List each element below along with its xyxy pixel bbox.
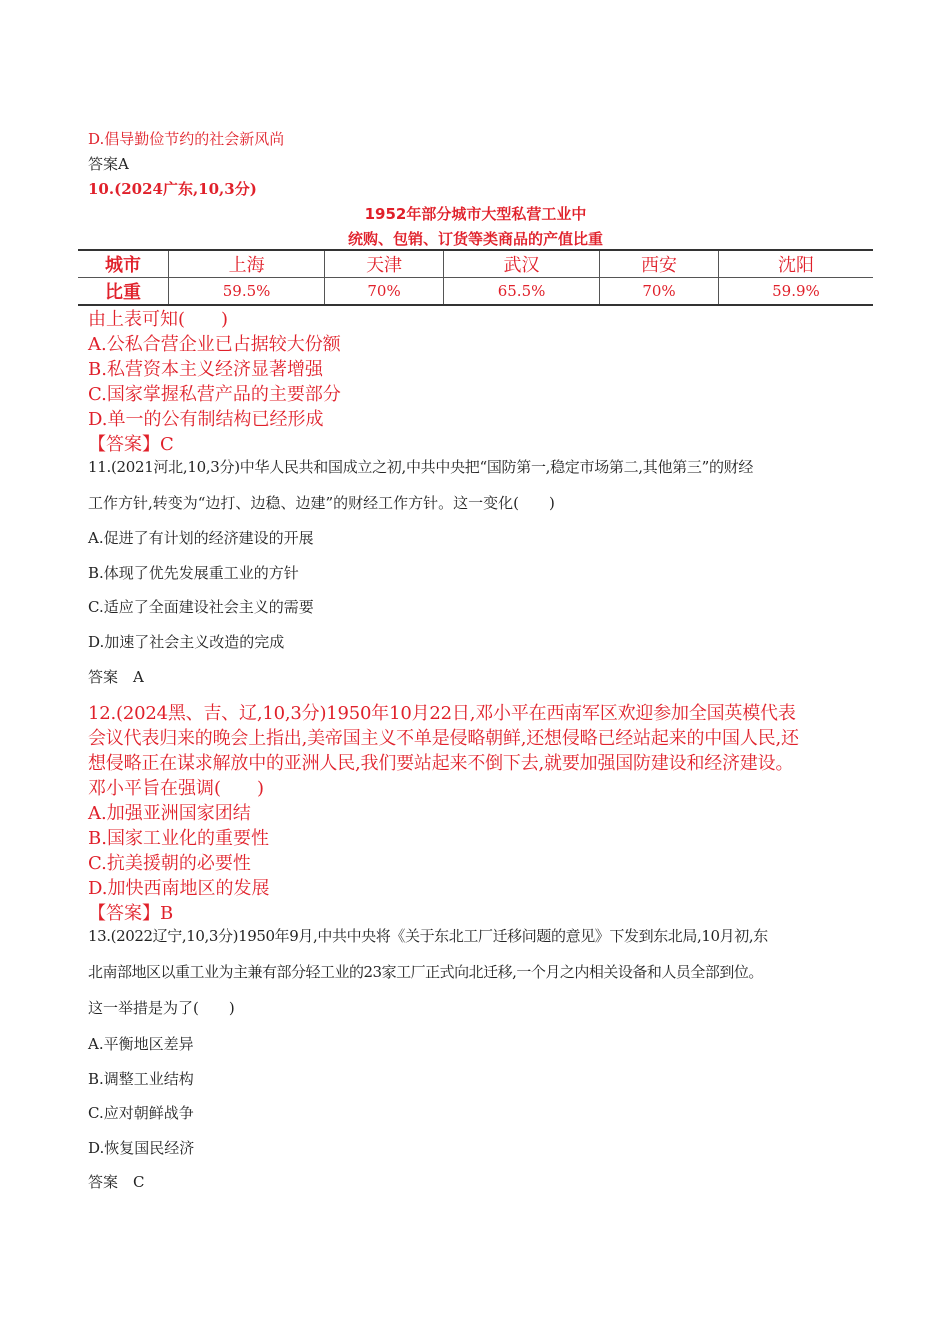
q10-option-a: A.公私合营企业已占据较大份额 — [88, 334, 341, 355]
city-cell: 沈阳 — [718, 250, 873, 278]
q11-option-a: A.促进了有计划的经济建设的开展 — [88, 529, 314, 547]
table-row — [78, 278, 873, 306]
ratio-cell: 59.9% — [718, 278, 873, 306]
ratio-cell: 65.5% — [443, 278, 599, 306]
q13-option-c: C.应对朝鲜战争 — [88, 1104, 194, 1122]
q13-option-b: B.调整工业结构 — [88, 1070, 194, 1088]
q12-stem-line1: 12.(2024黑、吉、辽,10,3分)1950年10月22日,邓小平在西南军区欢迎参加全国英模代表 — [88, 703, 796, 724]
q13-option-d: D.恢复国民经济 — [88, 1139, 195, 1157]
q12-option-d: D.加快西南地区的发展 — [88, 878, 270, 899]
q11-option-b: B.体现了优先发展重工业的方针 — [88, 564, 299, 582]
q12-option-c: C.抗美援朝的必要性 — [88, 853, 251, 874]
q10-heading: 10.(2024广东,10,3分) — [88, 180, 257, 198]
row-label-city: 城市 — [78, 250, 169, 278]
city-cell: 天津 — [325, 250, 444, 278]
q12-stem-line2: 会议代表归来的晚会上指出,美帝国主义不单是侵略朝鲜,还想侵略已经站起来的中国人民,还 — [88, 728, 799, 749]
q12-stem-line4: 邓小平旨在强调( ) — [88, 778, 265, 799]
q12-option-b: B.国家工业化的重要性 — [88, 828, 269, 849]
q11-option-c: C.适应了全面建设社会主义的需要 — [88, 598, 314, 616]
city-cell: 武汉 — [443, 250, 599, 278]
q10-answer: 【答案】C — [88, 434, 174, 455]
q9-answer: 答案A — [88, 155, 129, 173]
q13-stem-line1: 13.(2022辽宁,10,3分)1950年9月,中共中央将《关于东北工厂迁移问题的意见》下发到东北局,10月初,东 — [88, 927, 768, 945]
q12-stem-line3: 想侵略正在谋求解放中的亚洲人民,我们要站起来不倒下去,就要加强国防建设和经济建设。 — [88, 753, 794, 774]
q10-option-b: B.私营资本主义经济显著增强 — [88, 359, 323, 380]
ratio-cell: 59.5% — [169, 278, 325, 306]
table-row — [78, 250, 873, 278]
q11-answer: 答案 A — [88, 668, 144, 686]
q13-stem-line3: 这一举措是为了( ) — [88, 999, 235, 1017]
ratio-cell: 70% — [325, 278, 444, 306]
q12-answer: 【答案】B — [88, 903, 174, 924]
q10-option-c: C.国家掌握私营产品的主要部分 — [88, 384, 341, 405]
q10-data-table — [78, 249, 873, 306]
ratio-cell: 70% — [600, 278, 719, 306]
q10-option-d: D.单一的公有制结构已经形成 — [88, 409, 324, 430]
q10-stem: 由上表可知( ) — [88, 309, 229, 330]
q13-answer: 答案 C — [88, 1173, 145, 1191]
q13-stem-line2: 北南部地区以重工业为主兼有部分轻工业的23家工厂正式向北迁移,一个月之内相关设备和人员全部到位。 — [88, 963, 763, 981]
q9-option-d: D.倡导勤俭节约的社会新风尚 — [88, 130, 285, 148]
city-cell: 西安 — [600, 250, 719, 278]
q12-option-a: A.加强亚洲国家团结 — [88, 803, 251, 824]
q11-stem-line1: 11.(2021河北,10,3分)中华人民共和国成立之初,中共中央把“国防第一,稳定市场第二,其他第三”的财经 — [88, 458, 754, 476]
city-cell: 上海 — [169, 250, 325, 278]
q10-table-title-line1: 1952年部分城市大型私营工业中 — [364, 205, 587, 223]
q10-table-title-line2: 统购、包销、订货等类商品的产值比重 — [347, 230, 603, 248]
q11-stem-line2: 工作方针,转变为“边打、边稳、边建”的财经工作方针。这一变化( ) — [88, 494, 555, 512]
q11-option-d: D.加速了社会主义改造的完成 — [88, 633, 285, 651]
q13-option-a: A.平衡地区差异 — [88, 1035, 194, 1053]
row-label-ratio: 比重 — [105, 282, 141, 303]
